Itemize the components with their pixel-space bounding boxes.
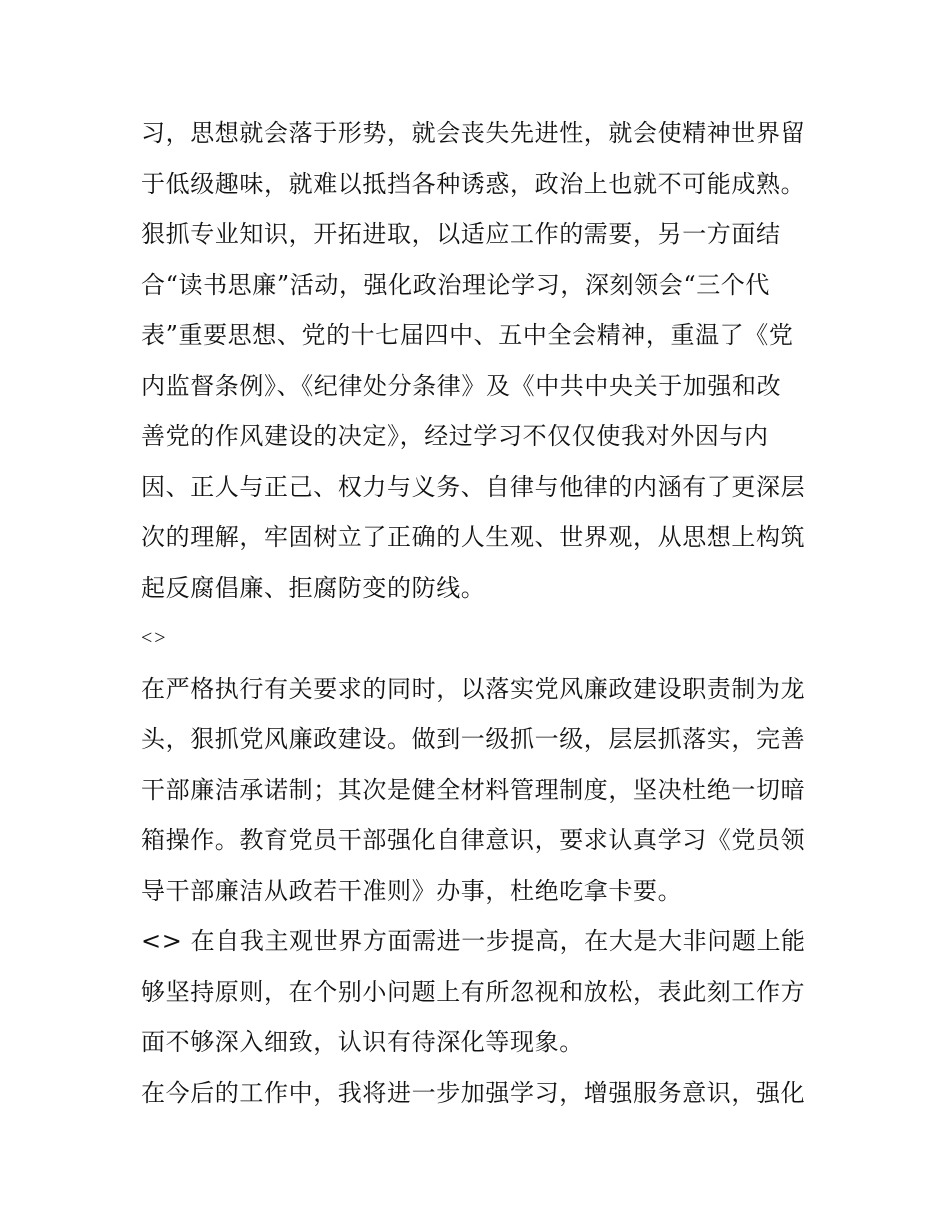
text-line: 内监督条例》、《纪律处分条律》及《中共中央关于加强和改 bbox=[141, 371, 782, 400]
text-line: 头，狠抓党风廉政建设。做到一级抓一级，层层抓落实，完善 bbox=[141, 725, 806, 753]
text-line: 够坚持原则，在个别小问题上有所忽视和放松，表此刻工作方 bbox=[141, 977, 806, 1006]
text-line: 于低级趣味，就难以抵挡各种诱惑，政治上也就不可能成熟。 bbox=[141, 169, 806, 198]
text-line: 在严格执行有关要求的同时，以落实党风廉政建设职责制为龙 bbox=[141, 674, 806, 703]
text-line: 面不够深入细致，认识有待深化等现象。 bbox=[141, 1028, 584, 1056]
document-body bbox=[141, 108, 821, 1118]
text-line: 因、正人与正己、权力与义务、自律与他律的内涵有了更深层 bbox=[141, 472, 806, 501]
text-line: 导干部廉洁从政若干准则》办事，杜绝吃拿卡要。 bbox=[141, 876, 683, 905]
text-line: 善党的作风建设的决定》，经过学习不仅仅使我对外因与内 bbox=[141, 422, 769, 450]
text-line: 表”重要思想、党的十七届四中、五中全会精神，重温了《党 bbox=[141, 321, 794, 349]
text-line: 在今后的工作中，我将进一步加强学习，增强服务意识，强化 bbox=[141, 1078, 806, 1107]
text-line: 起反腐倡廉、拒腐防变的防线。 bbox=[141, 573, 486, 602]
text-line: 合“读书思廉”活动，强化政治理论学习，深刻领会“三个代 bbox=[141, 270, 771, 299]
text-line: 箱操作。教育党员干部强化自律意识，要求认真学习《党员领 bbox=[141, 826, 806, 854]
text-line: <> 在自我主观世界方面需进一步提高，在大是大非问题上能 bbox=[141, 927, 806, 955]
section-marker: <> bbox=[141, 627, 168, 649]
text-line: 次的理解，牢固树立了正确的人生观、世界观，从思想上构筑 bbox=[141, 523, 806, 551]
text-line: 干部廉洁承诺制；其次是健全材料管理制度，坚决杜绝一切暗 bbox=[141, 775, 806, 804]
text-line: 习，思想就会落于形势，就会丧失先进性，就会使精神世界留 bbox=[141, 119, 806, 147]
text-line: 狠抓专业知识，开拓进取，以适应工作的需要，另一方面结 bbox=[141, 220, 781, 248]
